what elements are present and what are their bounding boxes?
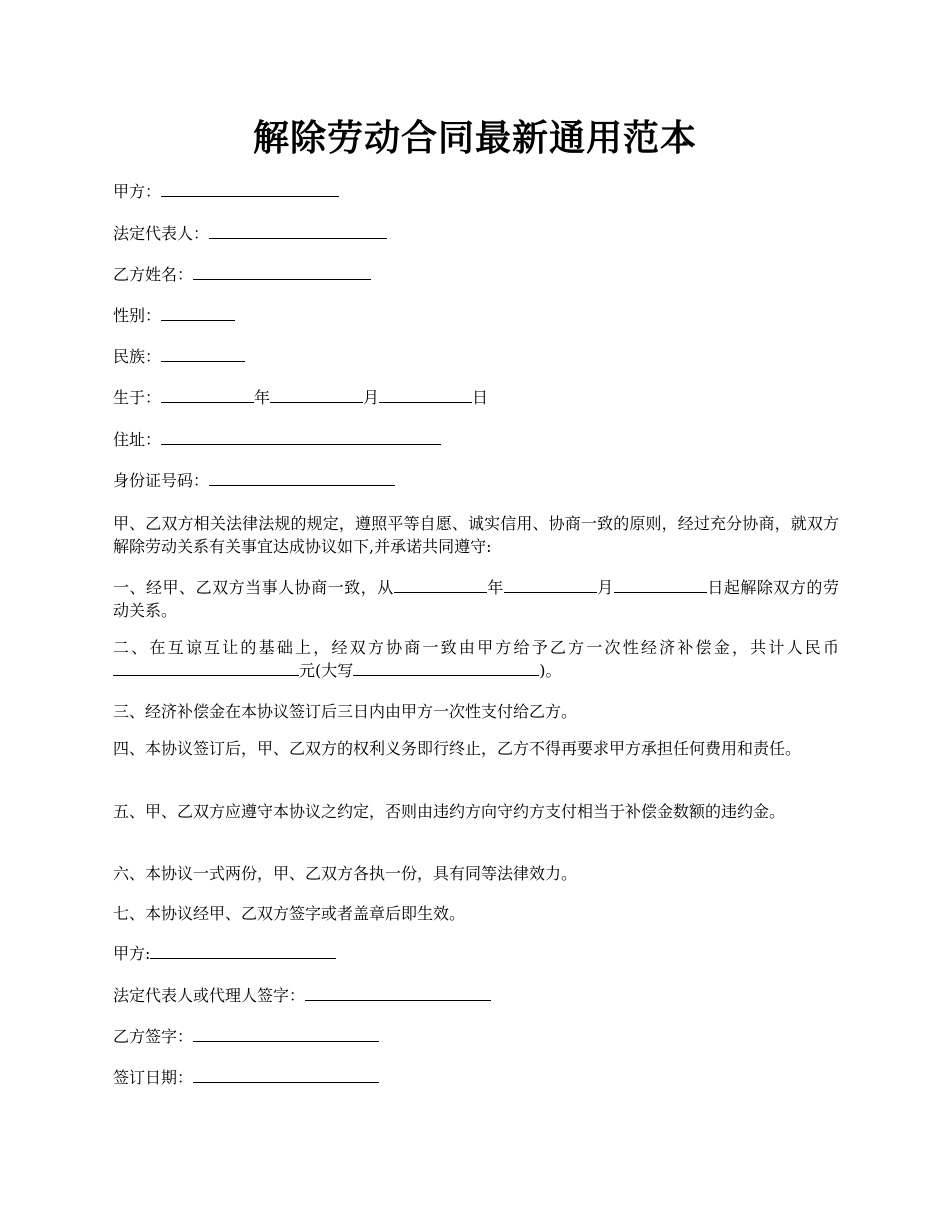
clause-2-uppercase-blank[interactable] [353, 661, 539, 676]
field-party-a-label: 甲方： [113, 182, 162, 201]
field-legal-rep [113, 222, 839, 245]
field-born [113, 386, 839, 409]
clause-1-suffix: 日起解除双方的劳动关系。 [113, 578, 839, 620]
signature-date-label: 签订日期： [113, 1068, 194, 1087]
clause-2-mid: 元(大写 [299, 661, 354, 680]
clause-1-year-blank[interactable] [394, 578, 487, 593]
clause-1-month-label: 月 [596, 578, 614, 597]
signature-party-b-label: 乙方签字： [113, 1027, 194, 1046]
signature-party-b-blank[interactable] [193, 1027, 379, 1042]
clause-4: 四、本协议签订后，甲、乙双方的权利义务即行终止，乙方不得再要求甲方承担任何费用和责任。 [113, 739, 802, 758]
signature-legal-rep-blank[interactable] [305, 986, 491, 1001]
field-id-number-label: 身份证号码： [113, 471, 210, 490]
clause-2-suffix: )。 [539, 661, 562, 680]
signature-party-b [113, 1025, 839, 1048]
intro-paragraph: 甲、乙双方相关法律法规的规定，遵照平等自愿、诚实信用、协商一致的原则，经过充分协商，就双方解除劳动关系有关事宜达成协议如下,并承诺共同遵守: [113, 514, 839, 556]
field-ethnicity [113, 345, 839, 368]
gender-blank[interactable] [161, 306, 235, 321]
clause-1-month-blank[interactable] [504, 578, 597, 593]
clause-6: 六、本协议一式两份，甲、乙双方各执一份，具有同等法律效力。 [113, 864, 578, 883]
clause-7: 七、本协议经甲、乙双方签字或者盖章后即生效。 [113, 904, 466, 923]
party-b-name-blank[interactable] [193, 265, 371, 280]
field-party-b-name-label: 乙方姓名： [113, 265, 194, 284]
field-gender [113, 304, 839, 327]
born-day-blank[interactable] [379, 388, 472, 403]
signature-legal-rep [113, 984, 839, 1007]
born-day-label: 日 [472, 388, 489, 407]
clause-3: 三、经济补偿金在本协议签订后三日内由甲方一次性支付给乙方。 [113, 702, 578, 721]
born-month-blank[interactable] [270, 388, 363, 403]
clause-5: 五、甲、乙双方应遵守本协议之约定，否则由违约方向守约方支付相当于补偿金数额的违约金。 [113, 802, 786, 821]
clause-2-prefix: 二、在互谅互让的基础上，经双方协商一致由甲方给予乙方一次性经济补偿金，共计人民币 [113, 638, 839, 657]
clause-1-prefix: 一、经甲、乙双方当事人协商一致，从 [113, 578, 394, 597]
field-id-number [113, 469, 839, 492]
document-title: 解除劳动合同最新通用范本 [252, 117, 697, 159]
born-year-label: 年 [254, 388, 271, 407]
signature-date-blank[interactable] [193, 1068, 379, 1083]
born-year-blank[interactable] [161, 388, 254, 403]
signature-party-a [113, 942, 839, 965]
signature-party-a-blank[interactable] [150, 944, 336, 959]
field-party-a [113, 180, 839, 203]
field-gender-label: 性别： [113, 306, 162, 325]
signature-legal-rep-label: 法定代表人或代理人签字： [113, 986, 306, 1005]
id-number-blank[interactable] [209, 471, 395, 486]
born-month-label: 月 [363, 388, 380, 407]
field-ethnicity-label: 民族： [113, 347, 162, 366]
address-blank[interactable] [161, 430, 441, 445]
field-born-label: 生于： [113, 388, 162, 407]
field-party-b-name [113, 263, 839, 286]
party-a-blank[interactable] [161, 182, 339, 197]
ethnicity-blank[interactable] [161, 347, 245, 362]
legal-rep-blank[interactable] [209, 224, 387, 239]
signature-date [113, 1066, 839, 1089]
clause-2-amount-blank[interactable] [113, 661, 299, 676]
clause-1-day-blank[interactable] [614, 578, 707, 593]
clause-2 [113, 636, 839, 682]
signature-party-a-label: 甲方: [113, 944, 151, 963]
field-legal-rep-label: 法定代表人： [113, 224, 210, 243]
field-address-label: 住址： [113, 430, 162, 449]
field-address [113, 428, 839, 451]
clause-1-year-label: 年 [486, 578, 504, 597]
clause-1 [113, 576, 839, 622]
